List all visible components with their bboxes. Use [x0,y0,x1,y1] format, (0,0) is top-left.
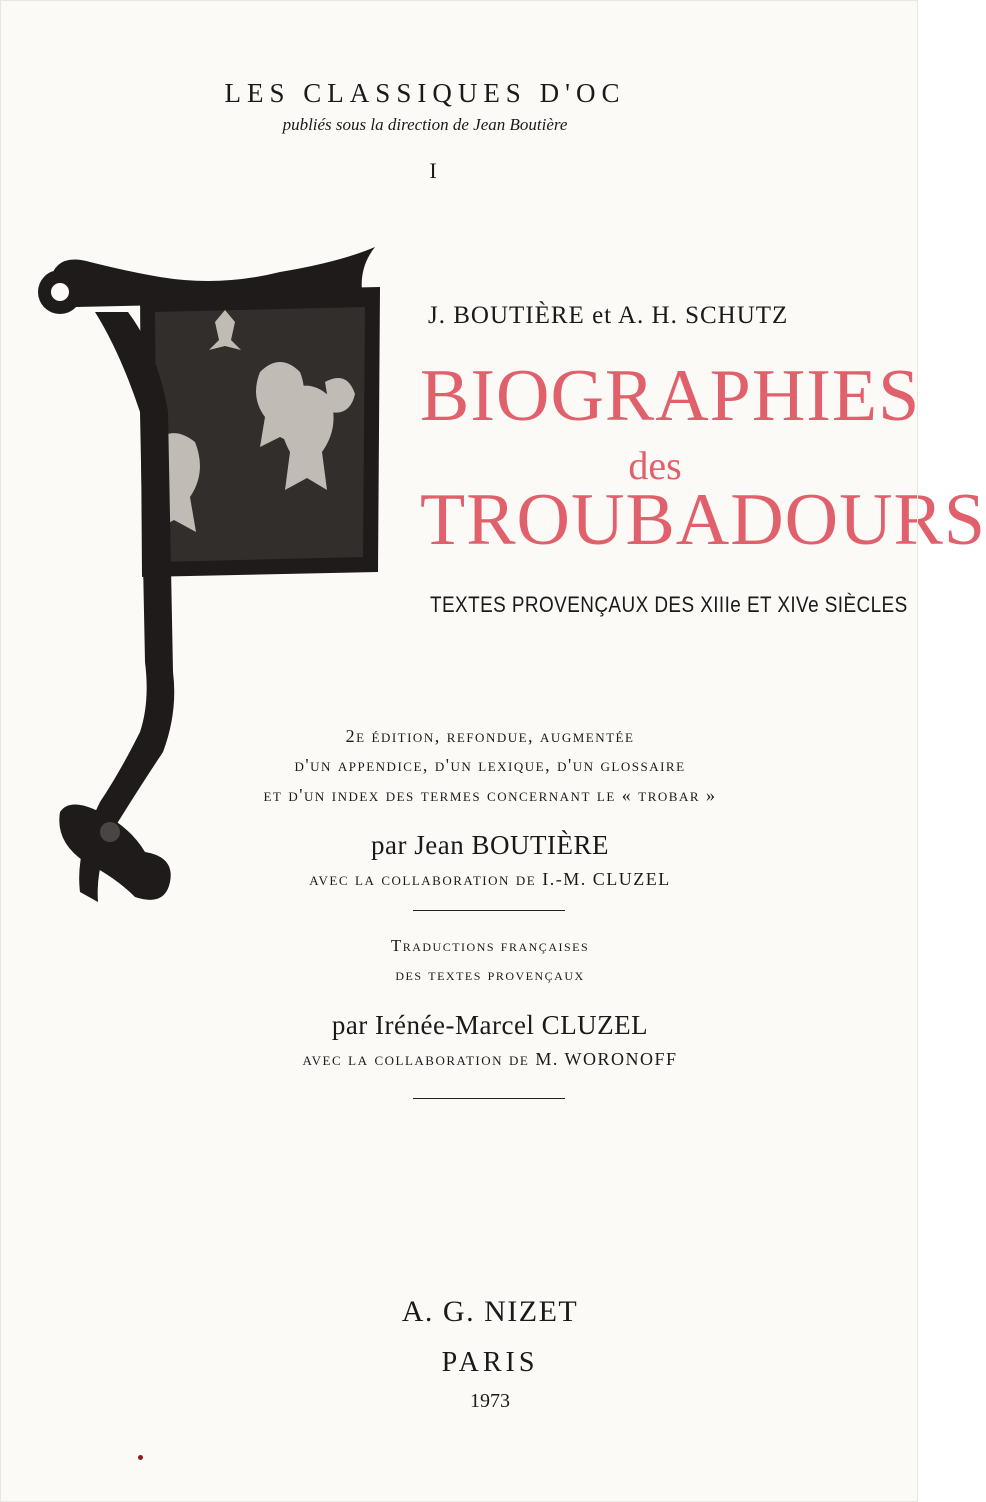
title-line-1: BIOGRAPHIES [420,355,921,437]
series-editor-line: publiés sous la direction de Jean Boutière [282,115,568,134]
divider [413,1098,565,1099]
publication-year: 1973 [470,1390,510,1412]
editor-collaboration: avec la collaboration de I.-M. CLUZEL [309,869,671,889]
series-number: I [429,158,437,183]
translator-collaboration: avec la collaboration de M. WORONOFF [302,1049,678,1069]
divider [413,910,565,911]
title-line-2: des [628,443,682,488]
editor-byline: par Jean BOUTIÈRE [371,830,609,860]
edition-line-1: 2e édition, refondue, augmentée [345,726,635,746]
publisher-city: PARIS [441,1347,539,1378]
publisher-name: A. G. NIZET [401,1295,579,1328]
series-title: LES CLASSIQUES D'OC [224,78,626,108]
title-line-3: TROUBADOURS [420,479,986,561]
edition-line-2: d'un appendice, d'un lexique, d'un glossaire [294,755,686,775]
translator-byline: par Irénée-Marcel CLUZEL [331,1010,649,1040]
ink-spot [138,1455,143,1460]
illuminated-initial-icon [30,232,460,912]
subtitle: TEXTES PROVENÇAUX DES XIIIe ET XIVe SIÈCLES [430,592,908,617]
edition-line-3: et d'un index des termes concernant le « trobar » [263,785,717,805]
authors: J. BOUTIÈRE et A. H. SCHUTZ [428,302,789,329]
translations-line-2: des textes provençaux [395,965,585,984]
translations-line-1: Traductions françaises [390,936,590,955]
